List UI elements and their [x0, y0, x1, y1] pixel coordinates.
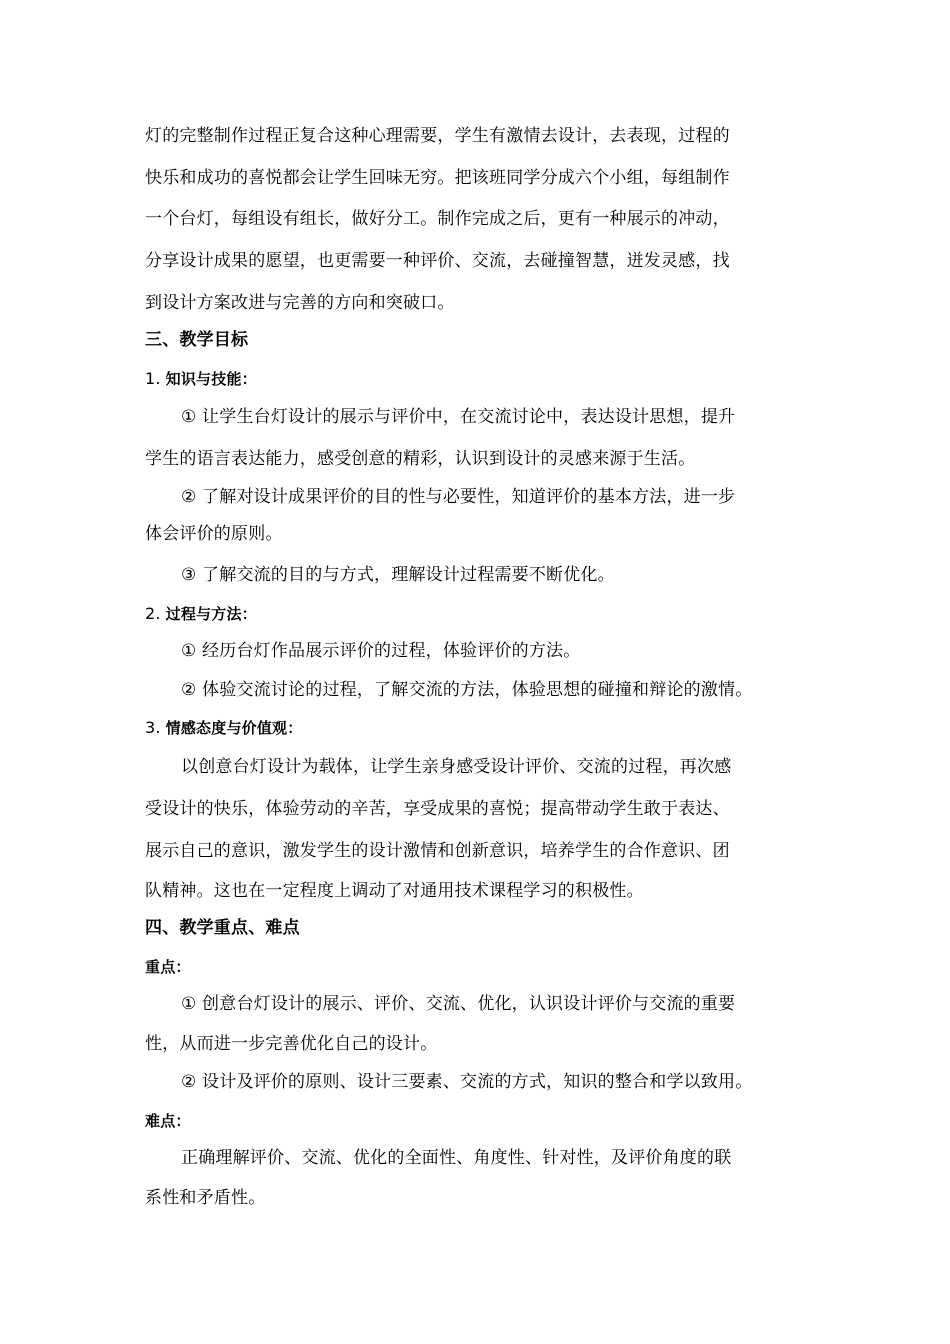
paragraph-line: 分享设计成果的愿望，也更需要一种评价、交流，去碰撞智慧，迸发灵感，找 [145, 251, 730, 271]
paragraph-line: 队精神。这也在一定程度上调动了对通用技术课程学习的积极性。 [145, 881, 644, 901]
paragraph-line: 系性和矛盾性。 [145, 1188, 266, 1208]
paragraph-line: 快乐和成功的喜悦都会让学生回味无穷。把该班同学分成六个小组，每组制作 [145, 168, 730, 188]
list-item: ② 体验交流讨论的过程，了解交流的方法，体验思想的碰撞和辩论的激情。 [181, 680, 753, 700]
list-item-continuation: 体会评价的原则。 [145, 524, 283, 544]
subheading-process-method [145, 603, 825, 625]
paragraph-line: 到设计方案改进与完善的方向和突破口。 [145, 293, 455, 313]
list-item-continuation: 学生的语言表达能力，感受创意的精彩，认识到设计的灵感来源于生活。 [145, 449, 696, 469]
subheading-label: 知识与技能： [165, 370, 257, 388]
subheading-knowledge-skills [145, 368, 825, 390]
section-heading-teaching-goals: 三、教学目标 [145, 330, 249, 350]
paragraph-line: 正确理解评价、交流、优化的全面性、角度性、针对性，及评价角度的联 [181, 1148, 732, 1168]
subheading-attitude-values [145, 717, 825, 739]
subheading-key-points: 重点： [145, 958, 191, 976]
list-item: ③ 了解交流的目的与方式，理解设计过程需要不断优化。 [181, 565, 615, 585]
paragraph-line: 以创意台灯设计为载体，让学生亲身感受设计评价、交流的过程，再次感 [181, 757, 732, 777]
paragraph-line: 展示自己的意识，激发学生的设计激情和创新意识，培养学生的合作意识、团 [145, 841, 730, 861]
list-item: ① 让学生台灯设计的展示与评价中，在交流讨论中，表达设计思想，提升 [181, 407, 736, 427]
paragraph-line: 受设计的快乐，体验劳动的辛苦，享受成果的喜悦；提高带动学生敢于表达、 [145, 799, 730, 819]
subheading-number: 3. [145, 718, 161, 737]
list-item: ② 设计及评价的原则、设计三要素、交流的方式，知识的整合和学以致用。 [181, 1072, 753, 1092]
subheading-number: 1. [145, 369, 161, 388]
subheading-number: 2. [145, 604, 161, 623]
section-heading-key-difficult-points: 四、教学重点、难点 [145, 918, 300, 938]
subheading-difficult-points: 难点： [145, 1112, 191, 1130]
paragraph-line: 一个台灯，每组设有组长，做好分工。制作完成之后，更有一种展示的冲动， [145, 209, 730, 229]
list-item: ① 经历台灯作品展示评价的过程，体验评价的方法。 [181, 641, 581, 661]
list-item-continuation: 性，从而进一步完善优化自己的设计。 [145, 1034, 438, 1054]
subheading-label: 过程与方法： [165, 605, 257, 623]
list-item: ① 创意台灯设计的展示、评价、交流、优化，认识设计评价与交流的重要 [181, 994, 736, 1014]
subheading-label: 情感态度与价值观： [165, 719, 303, 737]
paragraph-line: 灯的完整制作过程正复合这种心理需要，学生有激情去设计，去表现，过程的 [145, 126, 730, 146]
list-item: ② 了解对设计成果评价的目的性与必要性，知道评价的基本方法，进一步 [181, 487, 736, 507]
